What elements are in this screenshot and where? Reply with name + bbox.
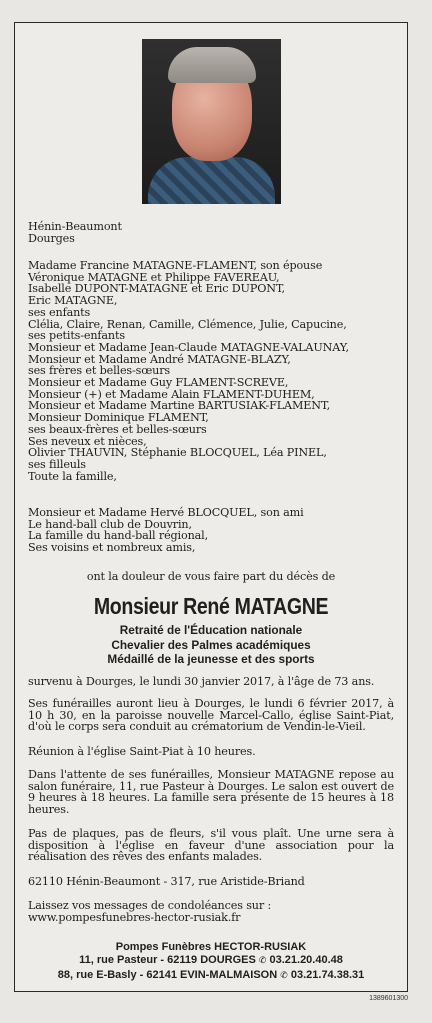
address-text: 62110 Hénin-Beaumont - 317, rue Aristide-Briand	[28, 875, 305, 888]
deceased-name: Monsieur René MATAGNE	[93, 593, 329, 619]
obituary-notice	[14, 22, 408, 992]
family-line: ses frères et belles-sœurs	[28, 364, 170, 378]
family-line: ses filleuls	[28, 457, 86, 471]
family-line: Monsieur et Madame Jean-Claude MATAGNE-VALAUNAY,	[28, 340, 349, 354]
location-line: Hénin-Beaumont	[28, 220, 122, 233]
honor-line: Chevalier des Palmes académiques	[111, 637, 311, 652]
death-notice	[28, 676, 394, 688]
family-line: Monsieur et Madame André MATAGNE-BLAZY,	[28, 352, 291, 366]
family-line: ses beaux-frères et belles-sœurs	[28, 422, 207, 436]
photo-hair	[168, 47, 256, 83]
funeral-home	[15, 941, 407, 983]
family-line: Monsieur (+) et Madame Alain FLAMENT-DUHEM,	[28, 387, 315, 401]
family-line: ses petits-enfants	[28, 329, 125, 343]
honor-line: Retraité de l'Éducation nationale	[119, 623, 303, 637]
funeral-home-line1	[15, 954, 407, 968]
condolences-url[interactable]: www.pompesfunebres-hector-rusiak.fr	[28, 910, 241, 924]
honor-line: Médaillé de la jeunesse et des sports	[107, 652, 315, 666]
friend-line: Le hand-ball club de Douvrin,	[28, 517, 192, 531]
honors	[15, 623, 407, 667]
family-line: Véronique MATAGNE et Philippe FAVEREAU,	[28, 270, 280, 284]
family-line: Madame Francine MATAGNE-FLAMENT, son épouse	[28, 259, 323, 272]
friends-list	[28, 507, 394, 554]
phone-circle-icon: ✆	[258, 956, 267, 967]
location-line: Dourges	[28, 231, 75, 245]
funeral-home-line2	[15, 969, 407, 983]
flowers-info	[28, 828, 394, 863]
family-line: Ses neveux et nièces,	[28, 434, 147, 448]
meeting-info	[28, 746, 394, 758]
condolences	[28, 900, 394, 923]
family-list	[28, 260, 394, 482]
family-line: Eric MATAGNE,	[28, 294, 118, 308]
family-line: Monsieur et Madame Martine BARTUSIAK-FLAMENT,	[28, 399, 330, 413]
photo-shirt	[148, 157, 275, 204]
family-line: Isabelle DUPONT-MATAGNE et Eric DUPONT,	[28, 282, 285, 296]
announce-text: ont la douleur de vous faire part du décès de	[86, 570, 336, 583]
funeral-home-name: Pompes Funèbres HECTOR-RUSIAK	[115, 941, 307, 953]
family-line: ses enfants	[28, 305, 91, 319]
family-line: Monsieur et Madame Guy FLAMENT-SCREVE,	[28, 376, 289, 390]
visitation-info	[28, 769, 394, 816]
flowers-text: Pas de plaques, pas de fleurs, s'il vous plaît. Une urne sera à disposition à l'église en faveur d'une association pour la réalisation des rêves des enfants malades.	[28, 827, 394, 864]
phone-circle-icon: ✆	[280, 970, 288, 981]
funeral-home-phone1: 03.21.20.40.48	[269, 954, 343, 967]
funeral-home-address2: 88, rue E-Basly - 62141 EVIN-MALMAISON	[57, 968, 278, 981]
death-notice-text: survenu à Dourges, le lundi 30 janvier 2017, à l'âge de 73 ans.	[28, 675, 375, 688]
friend-line: Ses voisins et nombreux amis,	[28, 541, 196, 555]
condolences-text: Laissez vos messages de condoléances sur :	[28, 899, 272, 912]
announcement	[28, 571, 394, 583]
family-line: Monsieur Dominique FLAMENT,	[28, 411, 209, 425]
family-line: Clélia, Claire, Renan, Camille, Clémence, Julie, Capucine,	[28, 317, 347, 331]
funeral-info	[28, 698, 394, 733]
family-line: Olivier THAUVIN, Stéphanie BLOCQUEL, Léa PINEL,	[28, 446, 327, 460]
family-address	[28, 876, 394, 888]
reference-number: 1389601300	[369, 995, 408, 1002]
visitation-text: Dans l'attente de ses funérailles, Monsieur MATAGNE repose au salon funéraire, 11, rue Pasteur à Dourges. Le salon est ouvert de 9 heures à 18 heures. La famille sera présente de 15 heures à 18 heures.	[28, 768, 394, 817]
funeral-text: Ses funérailles auront lieu à Dourges, le lundi 6 février 2017, à 10 h 30, en la paroisse nouvelle Marcel-Callo, église Saint-Piat, d'où le corps sera conduit au crématorium de Vendin-le-Vieil.	[28, 697, 394, 734]
funeral-home-phone2: 03.21.74.38.31	[290, 968, 365, 981]
friend-line: Monsieur et Madame Hervé BLOCQUEL, son ami	[28, 506, 304, 519]
locations	[28, 221, 394, 244]
meeting-text: Réunion à l'église Saint-Piat à 10 heures.	[28, 745, 256, 758]
portrait-photo	[142, 39, 281, 204]
funeral-home-address1: 11, rue Pasteur - 62119 DOURGES	[79, 954, 256, 967]
family-line: Toute la famille,	[28, 469, 117, 483]
friend-line: La famille du hand-ball régional,	[28, 529, 208, 543]
